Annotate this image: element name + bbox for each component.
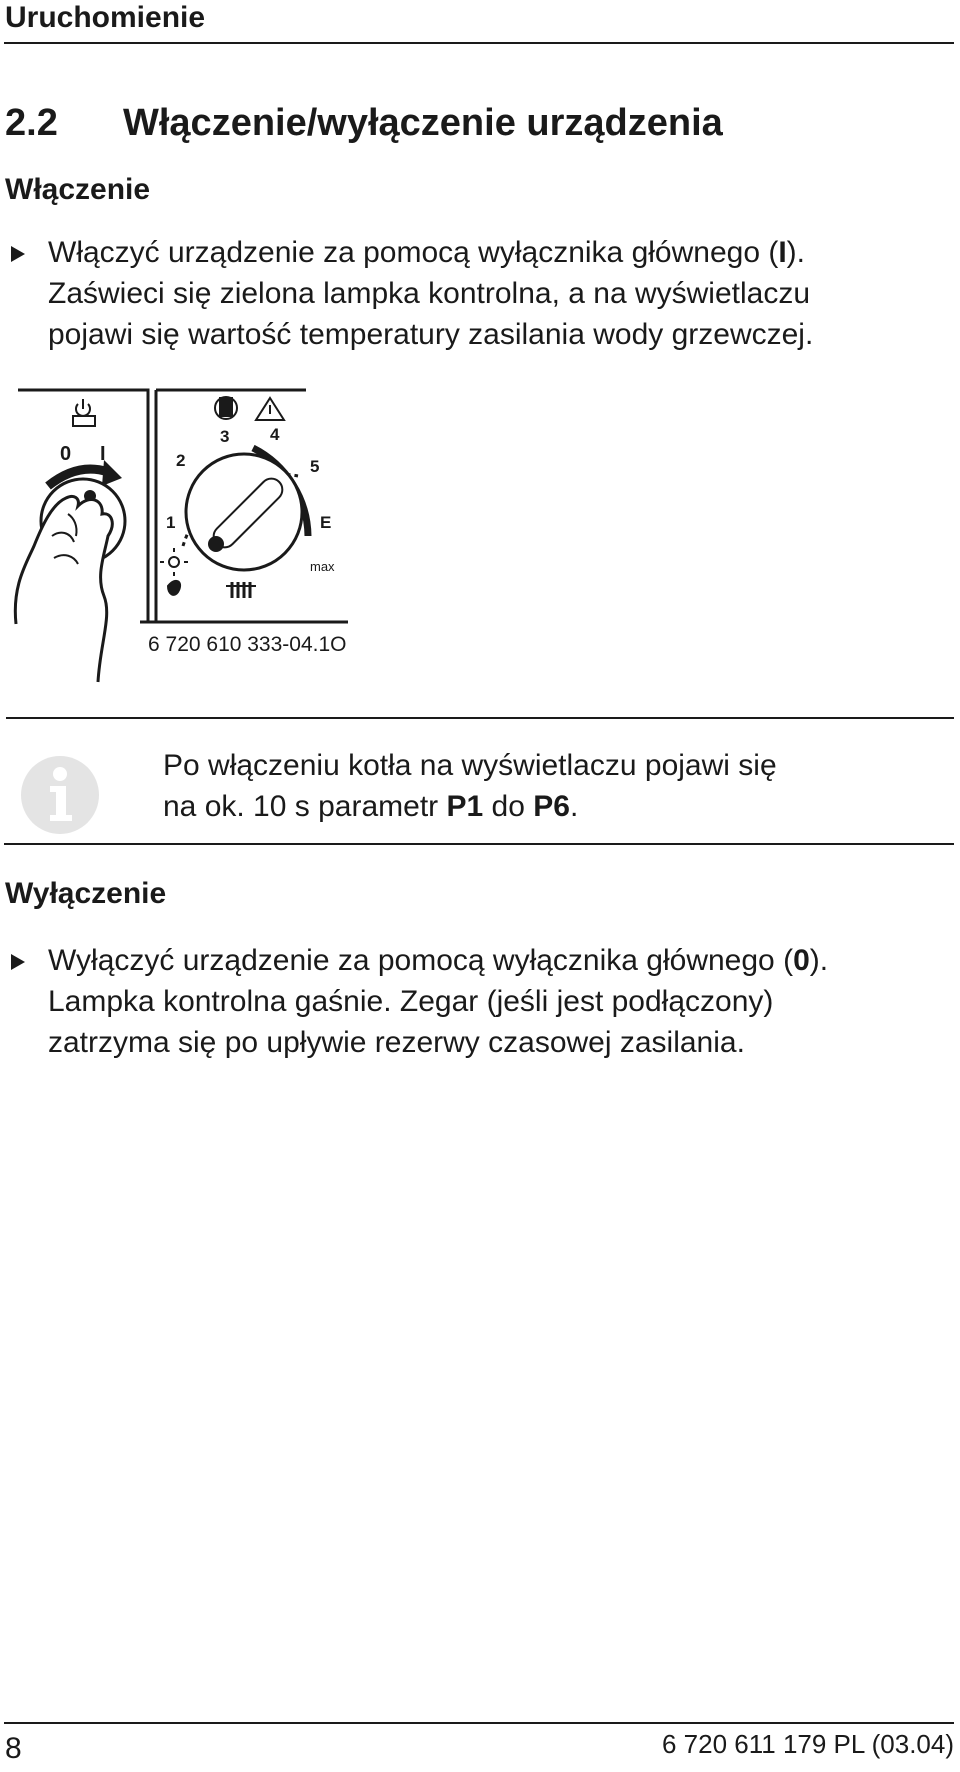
section-title-text: Włączenie/wyłączenie urządzenia [123, 102, 723, 144]
switch-off-key: 0 [793, 944, 810, 977]
bullet-arrow-icon [11, 246, 25, 262]
warning-icon [256, 398, 284, 420]
section-number: 2.2 [5, 102, 58, 144]
power-icon [73, 399, 95, 426]
param-to: P6 [533, 790, 570, 823]
info-note [163, 745, 777, 827]
dial-label-1: 1 [166, 513, 176, 532]
switch-on-heading: Włączenie [5, 173, 151, 206]
switch-on-step-line2: Zaświeci się zielona lampka kontrolna, a na wyświetlaczu [48, 277, 811, 310]
switch-off-step-line1: Wyłączyć urządzenie za pomocą wyłącznika głównego (0). [48, 944, 829, 977]
bullet-arrow-icon [11, 954, 25, 970]
switch-off-heading: Wyłączenie [5, 877, 167, 910]
note-bottom-rule [4, 843, 954, 845]
switch-on-key: I [778, 236, 787, 269]
hand-icon [15, 496, 112, 682]
dial-label-max: max [310, 559, 335, 574]
switch-on-step-line1: Włączyć urządzenie za pomocą wyłącznika głównego (I). [48, 236, 805, 269]
switch-label-i: I [100, 443, 106, 465]
burner-icon [215, 397, 237, 419]
header-rule [4, 42, 954, 44]
switch-label-0: 0 [60, 443, 72, 465]
switch-off-step [5, 940, 954, 1063]
info-note-line1: Po włączeniu kotła na wyświetlaczu pojawi się [163, 749, 777, 782]
param-from: P1 [446, 790, 484, 823]
summer-mode-icon [160, 548, 188, 595]
note-top-rule [6, 717, 954, 719]
figure-code: 6 720 610 333-04.1O [148, 633, 347, 656]
footer-rule [4, 1722, 954, 1724]
dial-label-5: 5 [310, 457, 320, 476]
switch-off-step-line2: Lampka kontrolna gaśnie. Zegar (jeśli jest podłączony) [48, 985, 774, 1018]
section-title [5, 100, 723, 146]
dial-label-3: 3 [220, 427, 230, 446]
switch-arrow-head [102, 460, 122, 486]
radiator-icon [226, 582, 256, 598]
running-header: Uruchomienie [5, 1, 206, 34]
dial-label-2: 2 [176, 451, 186, 470]
dial-label-4: 4 [270, 425, 280, 444]
switch-on-step [5, 232, 954, 355]
document-code: 6 720 611 179 PL (03.04) [661, 1729, 954, 1759]
dial-label-e: E [320, 513, 332, 532]
info-icon [20, 755, 100, 835]
info-note-line2: na ok. 10 s parametr P1 do P6. [163, 790, 579, 823]
page-number: 8 [5, 1732, 22, 1765]
switch-on-step-line3: pojawi się wartość temperatury zasilania wody grzewczej. [48, 318, 814, 351]
switch-off-step-line3: zatrzyma się po upływie rezerwy czasowej zasilania. [48, 1026, 745, 1059]
